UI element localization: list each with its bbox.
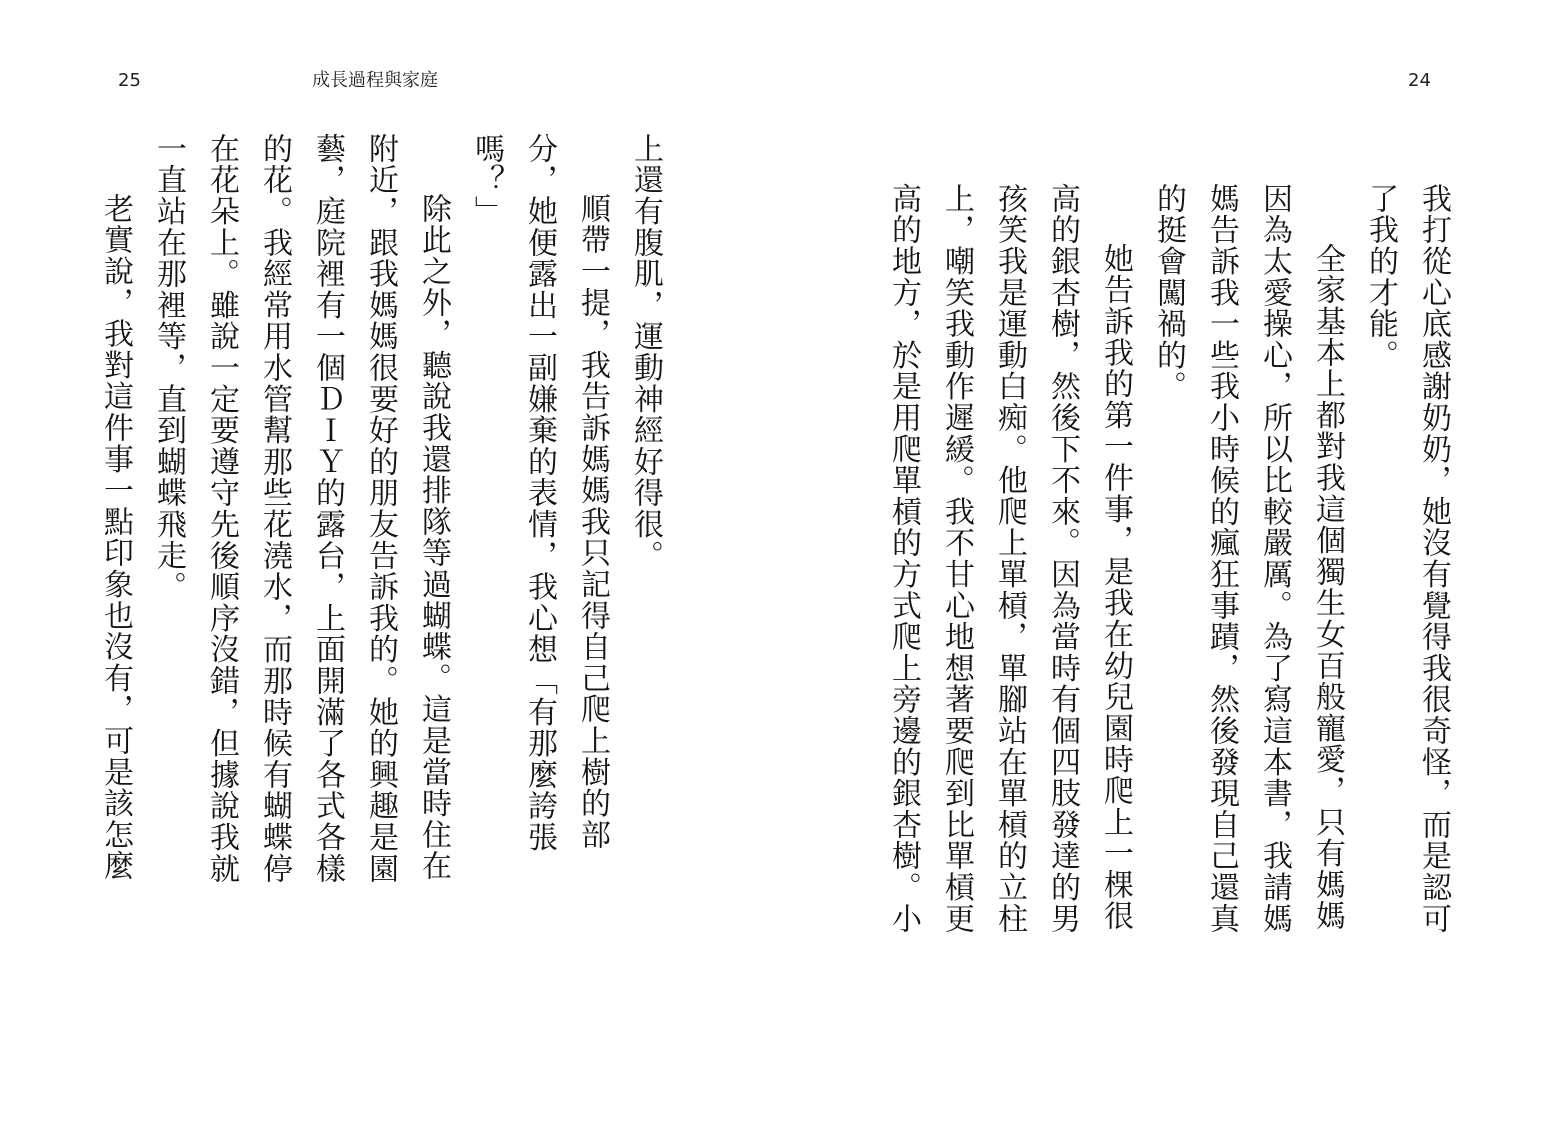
right-paragraph-3: 她告訴我的第一件事，是我在幼兒園時爬上一棵很高的銀杏樹，然後下不來。因為當時有個四肢發達的男孩笑我是運動白痴。他爬上單槓，單腳站在單槓的立柱上，嘲笑我動作遲緩。我不甘心地想著要爬到比單槓更高的地方，於是用爬單槓的方式爬上旁邊的銀杏樹。小 bbox=[886, 183, 1133, 935]
left-page-number: 25 bbox=[118, 70, 141, 91]
right-paragraph-1: 我打從心底感謝奶奶，她沒有覺得我很奇怪，而是認可了我的才能。 bbox=[1363, 183, 1451, 935]
left-paragraph-1: 上還有腹肌，運動神經好得很。 bbox=[628, 133, 663, 572]
right-page-number: 24 bbox=[1408, 70, 1431, 91]
right-page-body bbox=[880, 183, 1460, 943]
left-paragraph-3: 除此之外，聽說我還排隊等過蝴蝶。這是當時住在附近，跟我媽媽很要好的朋友告訴我的。她的興趣是園藝，庭院裡有一個ＤＩＹ的露台，上面開滿了各式各樣的花。我經常用水管幫那些花澆水，而那時候有蝴蝶停在花朵上。雖說一定要遵守先後順序沒錯，但據說我就一直站在那裡等，直到蝴蝶飛走。 bbox=[151, 133, 451, 885]
left-page-body bbox=[92, 133, 672, 893]
left-paragraph-4: 老實說，我對這件事一點印象也沒有，可是該怎麼 bbox=[98, 193, 133, 882]
left-running-head: 成長過程與家庭 bbox=[312, 70, 438, 91]
right-paragraph-2: 全家基本上都對我這個獨生女百般寵愛，只有媽媽因為太愛操心，所以比較嚴厲。為了寫這本書，我請媽媽告訴我一些我小時候的瘋狂事蹟，然後發現自己還真的挺會闖禍的。 bbox=[1151, 183, 1345, 935]
left-paragraph-2: 順帶一提，我告訴媽媽我只記得自己爬上樹的部分，她便露出一副嫌棄的表情，我心想「有那麼誇張嗎？」 bbox=[469, 133, 610, 853]
